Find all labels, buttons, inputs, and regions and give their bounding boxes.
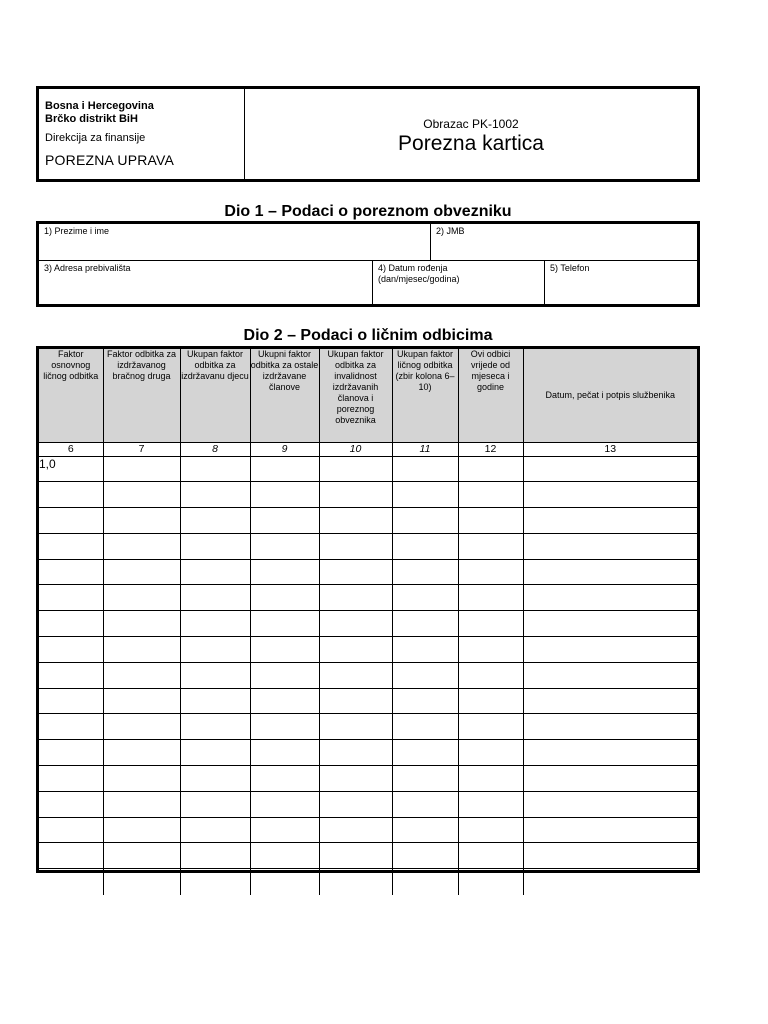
dob-field-format: (dan/mjesec/godina) (378, 274, 460, 284)
table-cell[interactable] (458, 843, 523, 869)
table-cell[interactable] (180, 869, 250, 895)
table-cell[interactable] (103, 533, 180, 559)
table-cell[interactable] (250, 482, 319, 508)
table-cell[interactable] (250, 456, 319, 482)
table-cell[interactable] (458, 533, 523, 559)
column-number: 13 (523, 442, 697, 456)
table-cell[interactable] (319, 791, 392, 817)
column-number: 8 (180, 442, 250, 456)
table-cell[interactable] (523, 843, 697, 869)
table-cell[interactable] (319, 766, 392, 792)
table-cell[interactable] (103, 662, 180, 688)
table-cell[interactable] (319, 456, 392, 482)
table-cell[interactable] (319, 714, 392, 740)
table-cell[interactable] (392, 482, 458, 508)
table-cell[interactable] (458, 482, 523, 508)
phone-field[interactable] (545, 261, 697, 304)
table-cell[interactable] (458, 662, 523, 688)
table-cell[interactable] (392, 585, 458, 611)
table-cell[interactable] (392, 688, 458, 714)
table-cell[interactable] (180, 740, 250, 766)
table-cell[interactable] (458, 559, 523, 585)
part1-title: Dio 1 – Podaci o poreznom obvezniku (224, 203, 512, 220)
table-cell[interactable] (250, 637, 319, 663)
table-cell[interactable] (319, 585, 392, 611)
empty-rows (39, 482, 697, 895)
table-cell[interactable] (180, 637, 250, 663)
table-cell[interactable] (523, 508, 697, 534)
column-header: Ukupan faktor odbitka za invalidnost izdržavanih članova i poreznog obveznika (319, 349, 392, 442)
table-cell[interactable] (103, 611, 180, 637)
table-cell[interactable] (319, 508, 392, 534)
table-cell[interactable] (250, 508, 319, 534)
table-row (39, 456, 697, 482)
table-cell[interactable] (103, 791, 180, 817)
table-row (39, 585, 697, 611)
table-cell[interactable] (103, 559, 180, 585)
form-title: Porezna kartica (398, 132, 544, 155)
table-cell[interactable] (180, 688, 250, 714)
column-number: 9 (250, 442, 319, 456)
table-cell[interactable] (392, 766, 458, 792)
table-cell[interactable] (523, 611, 697, 637)
column-header: Faktor osnovnog ličnog odbitka (39, 349, 103, 442)
personal-deductions-section (36, 346, 700, 873)
table-cell[interactable] (103, 482, 180, 508)
table-cell[interactable] (39, 817, 103, 843)
table-cell[interactable] (250, 817, 319, 843)
table-row (39, 533, 697, 559)
table-cell[interactable] (458, 508, 523, 534)
table-row (39, 662, 697, 688)
table-cell[interactable] (523, 559, 697, 585)
table-cell[interactable] (250, 559, 319, 585)
table-cell[interactable] (180, 766, 250, 792)
dob-field-label: 4) Datum rođenja (378, 263, 448, 273)
table-cell[interactable] (458, 869, 523, 895)
table-row (39, 559, 697, 585)
table-row (39, 637, 697, 663)
table-cell[interactable] (458, 456, 523, 482)
table-cell[interactable] (103, 766, 180, 792)
table-cell[interactable] (523, 637, 697, 663)
table-cell[interactable] (319, 611, 392, 637)
header-row (39, 349, 697, 442)
table-cell[interactable] (458, 585, 523, 611)
table-cell[interactable] (458, 714, 523, 740)
table-cell[interactable] (319, 533, 392, 559)
table-row (39, 714, 697, 740)
table-cell[interactable] (250, 662, 319, 688)
table-cell[interactable] (39, 688, 103, 714)
issuer-district: Brčko distrikt BiH (45, 113, 138, 125)
table-cell[interactable] (523, 791, 697, 817)
column-number: 12 (458, 442, 523, 456)
table-cell[interactable] (250, 869, 319, 895)
form-header (36, 86, 700, 182)
table-cell[interactable] (39, 766, 103, 792)
table-cell[interactable] (392, 869, 458, 895)
column-header: Ukupan faktor odbitka za izdržavanu djecu (180, 349, 250, 442)
table-row (39, 817, 697, 843)
table-cell[interactable]: 1,0 (39, 456, 103, 482)
table-cell[interactable] (103, 637, 180, 663)
deductions-table (39, 349, 697, 895)
table-cell[interactable] (39, 533, 103, 559)
table-cell[interactable] (319, 740, 392, 766)
table-cell[interactable] (103, 688, 180, 714)
issuer-block (39, 89, 245, 179)
jmb-field-label: 2) JMB (436, 226, 465, 236)
table-cell[interactable] (319, 843, 392, 869)
table-cell[interactable] (392, 843, 458, 869)
table-cell[interactable] (319, 869, 392, 895)
table-cell[interactable] (250, 533, 319, 559)
table-cell[interactable] (180, 482, 250, 508)
table-cell[interactable] (39, 740, 103, 766)
table-cell[interactable] (103, 456, 180, 482)
form-identity (245, 89, 697, 179)
jmb-field[interactable] (431, 224, 697, 260)
issuer-country: Bosna i Hercegovina (45, 100, 154, 112)
table-cell[interactable] (39, 508, 103, 534)
table-cell[interactable] (39, 637, 103, 663)
phone-field-label: 5) Telefon (550, 263, 590, 273)
table-cell[interactable] (458, 637, 523, 663)
table-cell[interactable] (458, 791, 523, 817)
column-header: Ovi odbici vrijede od mjeseca i godine (458, 349, 523, 442)
table-cell[interactable] (523, 533, 697, 559)
table-row (39, 482, 697, 508)
table-cell[interactable] (523, 869, 697, 895)
table-cell[interactable] (103, 869, 180, 895)
table-cell[interactable] (458, 766, 523, 792)
table-cell[interactable] (103, 508, 180, 534)
table-cell[interactable] (392, 740, 458, 766)
table-cell[interactable] (458, 688, 523, 714)
table-cell[interactable] (250, 843, 319, 869)
table-cell[interactable] (250, 740, 319, 766)
table-cell[interactable] (392, 714, 458, 740)
table-cell[interactable] (103, 714, 180, 740)
table-cell[interactable] (319, 482, 392, 508)
table-row (39, 869, 697, 895)
taxpayer-row-2 (39, 261, 697, 304)
address-field[interactable] (39, 261, 373, 304)
taxpayer-data-section (36, 221, 700, 307)
table-cell[interactable] (523, 662, 697, 688)
column-number: 11 (392, 442, 458, 456)
table-row (39, 766, 697, 792)
form-code: Obrazac PK-1002 (423, 117, 519, 131)
table-row (39, 843, 697, 869)
table-row (39, 688, 697, 714)
table-cell[interactable] (523, 740, 697, 766)
table-cell[interactable] (180, 508, 250, 534)
table-cell[interactable] (458, 611, 523, 637)
table-cell[interactable] (39, 869, 103, 895)
table-cell[interactable] (458, 817, 523, 843)
table-cell[interactable] (319, 817, 392, 843)
table-cell[interactable] (250, 585, 319, 611)
table-cell[interactable] (250, 766, 319, 792)
table-cell[interactable] (250, 714, 319, 740)
table-cell[interactable] (392, 611, 458, 637)
table-cell[interactable] (103, 817, 180, 843)
table-cell[interactable] (392, 456, 458, 482)
table-cell[interactable] (39, 662, 103, 688)
table-cell[interactable] (39, 714, 103, 740)
table-cell[interactable] (523, 688, 697, 714)
table-cell[interactable] (392, 637, 458, 663)
table-cell[interactable] (523, 482, 697, 508)
table-cell[interactable] (39, 843, 103, 869)
table-cell[interactable] (392, 791, 458, 817)
table-cell[interactable] (103, 585, 180, 611)
table-cell[interactable] (180, 585, 250, 611)
table-row (39, 791, 697, 817)
column-header: Faktor odbitka za izdržavanog bračnog druga (103, 349, 180, 442)
table-cell[interactable] (319, 637, 392, 663)
table-cell[interactable] (319, 559, 392, 585)
column-number: 6 (39, 442, 103, 456)
table-cell[interactable] (180, 456, 250, 482)
issuer-department: Direkcija za finansije (45, 132, 146, 144)
table-cell[interactable] (458, 740, 523, 766)
table-cell[interactable] (180, 611, 250, 637)
table-cell[interactable] (39, 791, 103, 817)
table-cell[interactable] (180, 559, 250, 585)
date-of-birth-field[interactable] (373, 261, 545, 304)
table-cell[interactable] (39, 482, 103, 508)
column-number-row (39, 442, 697, 456)
table-cell[interactable] (392, 817, 458, 843)
table-cell[interactable] (250, 688, 319, 714)
table-cell[interactable] (523, 766, 697, 792)
part2-title: Dio 2 – Podaci o ličnim odbicima (243, 327, 493, 344)
table-row (39, 611, 697, 637)
table-cell[interactable] (392, 508, 458, 534)
table-cell[interactable] (39, 611, 103, 637)
table-cell[interactable] (523, 817, 697, 843)
address-field-label: 3) Adresa prebivališta (44, 263, 131, 273)
table-cell[interactable] (180, 817, 250, 843)
table-cell[interactable] (39, 559, 103, 585)
table-cell[interactable] (180, 843, 250, 869)
table-cell[interactable] (180, 791, 250, 817)
table-cell[interactable] (392, 533, 458, 559)
table-row (39, 508, 697, 534)
table-cell[interactable] (392, 662, 458, 688)
column-header: Datum, pečat i potpis službenika (523, 349, 697, 442)
column-number: 7 (103, 442, 180, 456)
table-cell[interactable] (523, 714, 697, 740)
table-cell[interactable] (180, 662, 250, 688)
table-cell[interactable] (392, 559, 458, 585)
table-cell[interactable] (103, 740, 180, 766)
name-field[interactable] (39, 224, 431, 260)
taxpayer-row-1 (39, 224, 697, 261)
table-cell[interactable] (250, 791, 319, 817)
table-cell[interactable] (103, 843, 180, 869)
table-cell[interactable] (250, 611, 319, 637)
table-cell[interactable] (319, 662, 392, 688)
table-cell[interactable] (180, 714, 250, 740)
table-cell[interactable] (39, 585, 103, 611)
column-number: 10 (319, 442, 392, 456)
table-cell[interactable] (523, 585, 697, 611)
issuer-office: POREZNA UPRAVA (45, 152, 175, 168)
column-header: Ukupni faktor odbitka za ostale izdržavane članove (250, 349, 319, 442)
table-row (39, 740, 697, 766)
table-cell[interactable] (523, 456, 697, 482)
name-field-label: 1) Prezime i ime (44, 226, 110, 236)
column-header: Ukupan faktor ličnog odbitka (zbir kolona 6–10) (392, 349, 458, 442)
table-cell[interactable] (180, 533, 250, 559)
table-cell[interactable] (319, 688, 392, 714)
